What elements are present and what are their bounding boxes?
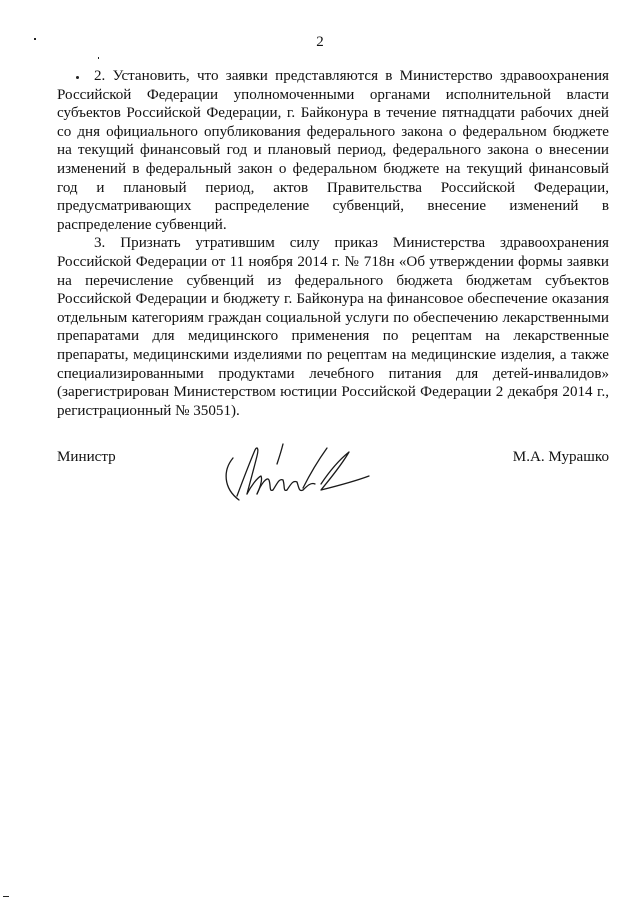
handwritten-signature (217, 436, 377, 510)
paragraph-3: 3. Признать утратившим силу приказ Министерства здравоохранения Российской Федерации от 11 ноября 2014 г. № 718н «Об утверждении формы заявки на перечисление субвенций из федерального бюджета бюджетам субъектов Российской Федерации и бюджету г. Байконура на финансовое обеспечение оказания отдельным категориям граждан социальной услуги по обеспечению лекарственными препаратами для медицинского применения по рецептам на лекарственные препараты, медицинскими изделиями по рецептам на медицинские изделия, а также специализированными продуктами лечебного питания для детей-инвалидов» (зарегистрирован Министерством юстиции Российской Федерации 2 декабря 2014 г., регистрационный № 35051). (57, 235, 609, 419)
scan-speck (76, 76, 79, 79)
signature-block (57, 436, 609, 516)
page-number: 2 (316, 34, 324, 50)
scan-speck (34, 38, 36, 40)
signer-name: М.А. Мурашко (512, 449, 609, 465)
paragraph-2: 2. Установить, что заявки представляются в Министерство здравоохранения Российской Федерации уполномоченными органами исполнительной власти субъектов Российской Федерации, г. Байконура в течение пятнадцати рабочих дней со дня официального опубликования федерального закона о федеральном бюджете на текущий финансовый год и плановый период, федерального закона о внесении изменений в федеральный закон о федеральном бюджете на текущий финансовый год и плановый период, актов Правительства Российской Федерации, предусматривающих распределение субвенций, внесение изменений в распределение субвенций. (57, 68, 609, 233)
scan-speck (98, 57, 99, 59)
scan-speck (3, 896, 9, 897)
document-body (57, 67, 609, 420)
signer-title: Министр (57, 449, 116, 465)
